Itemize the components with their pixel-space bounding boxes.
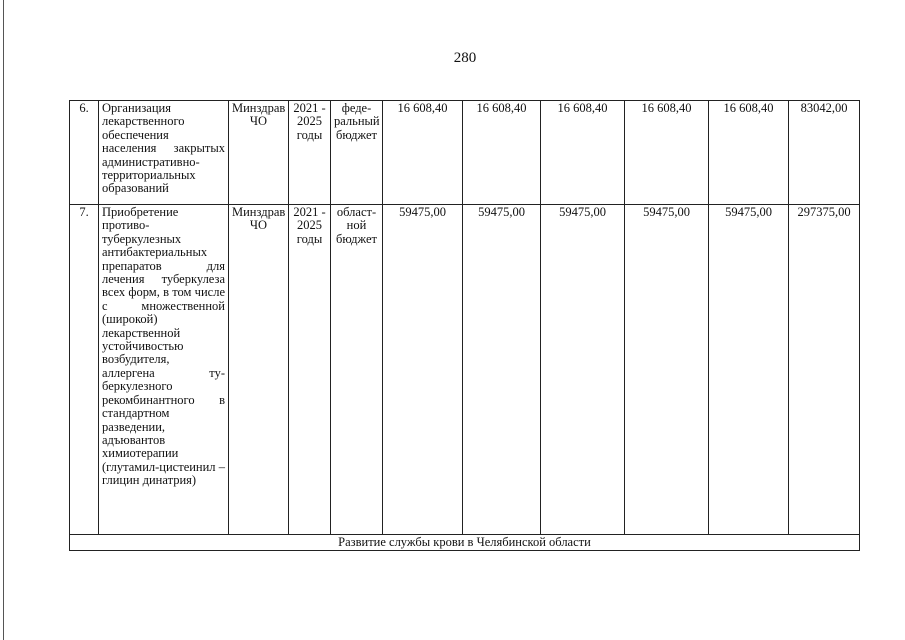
page-number: 280 (453, 50, 477, 66)
row-number: 7. (70, 205, 99, 535)
amount-cell: 59475,00 (625, 205, 709, 535)
amount-cell: 59475,00 (709, 205, 789, 535)
page-edge-line (3, 0, 4, 640)
program-table (69, 100, 860, 551)
amount-cell: 59475,00 (383, 205, 463, 535)
measure-description: Организация лекарственного обеспечения населения закрытых административно-территориальных образований (99, 101, 229, 205)
period-cell: 2021 - 2025 годы (289, 205, 331, 535)
amount-cell: 16 608,40 (463, 101, 541, 205)
amount-cell: 16 608,40 (625, 101, 709, 205)
funding-source-cell: област-ной бюджет (331, 205, 383, 535)
period-cell: 2021 - 2025 годы (289, 101, 331, 205)
section-title: Развитие службы крови в Челябинской области (70, 535, 860, 551)
executor-cell: Минздрав ЧО (229, 101, 289, 205)
amount-cell: 16 608,40 (709, 101, 789, 205)
amount-cell: 16 608,40 (383, 101, 463, 205)
section-row (70, 535, 860, 551)
total-cell: 83042,00 (789, 101, 860, 205)
table-row (70, 205, 860, 535)
row-number: 6. (70, 101, 99, 205)
amount-cell: 16 608,40 (541, 101, 625, 205)
total-cell: 297375,00 (789, 205, 860, 535)
funding-source-cell: феде-ральный бюджет (331, 101, 383, 205)
amount-cell: 59475,00 (463, 205, 541, 535)
table-row (70, 101, 860, 205)
amount-cell: 59475,00 (541, 205, 625, 535)
executor-cell: Минздрав ЧО (229, 205, 289, 535)
measure-description: Приобретение противо-туберкулезных антибактериальных препаратов для лечения туберкулеза всех форм, в том числе с множественной (широкой) лекарственной устойчивостью возбудителя, аллергена ту-беркулезного рекомбинантного в стандартном разведении, адъювантов химиотерапии (глутамил-цистеинил – глицин динатрия) (99, 205, 229, 535)
